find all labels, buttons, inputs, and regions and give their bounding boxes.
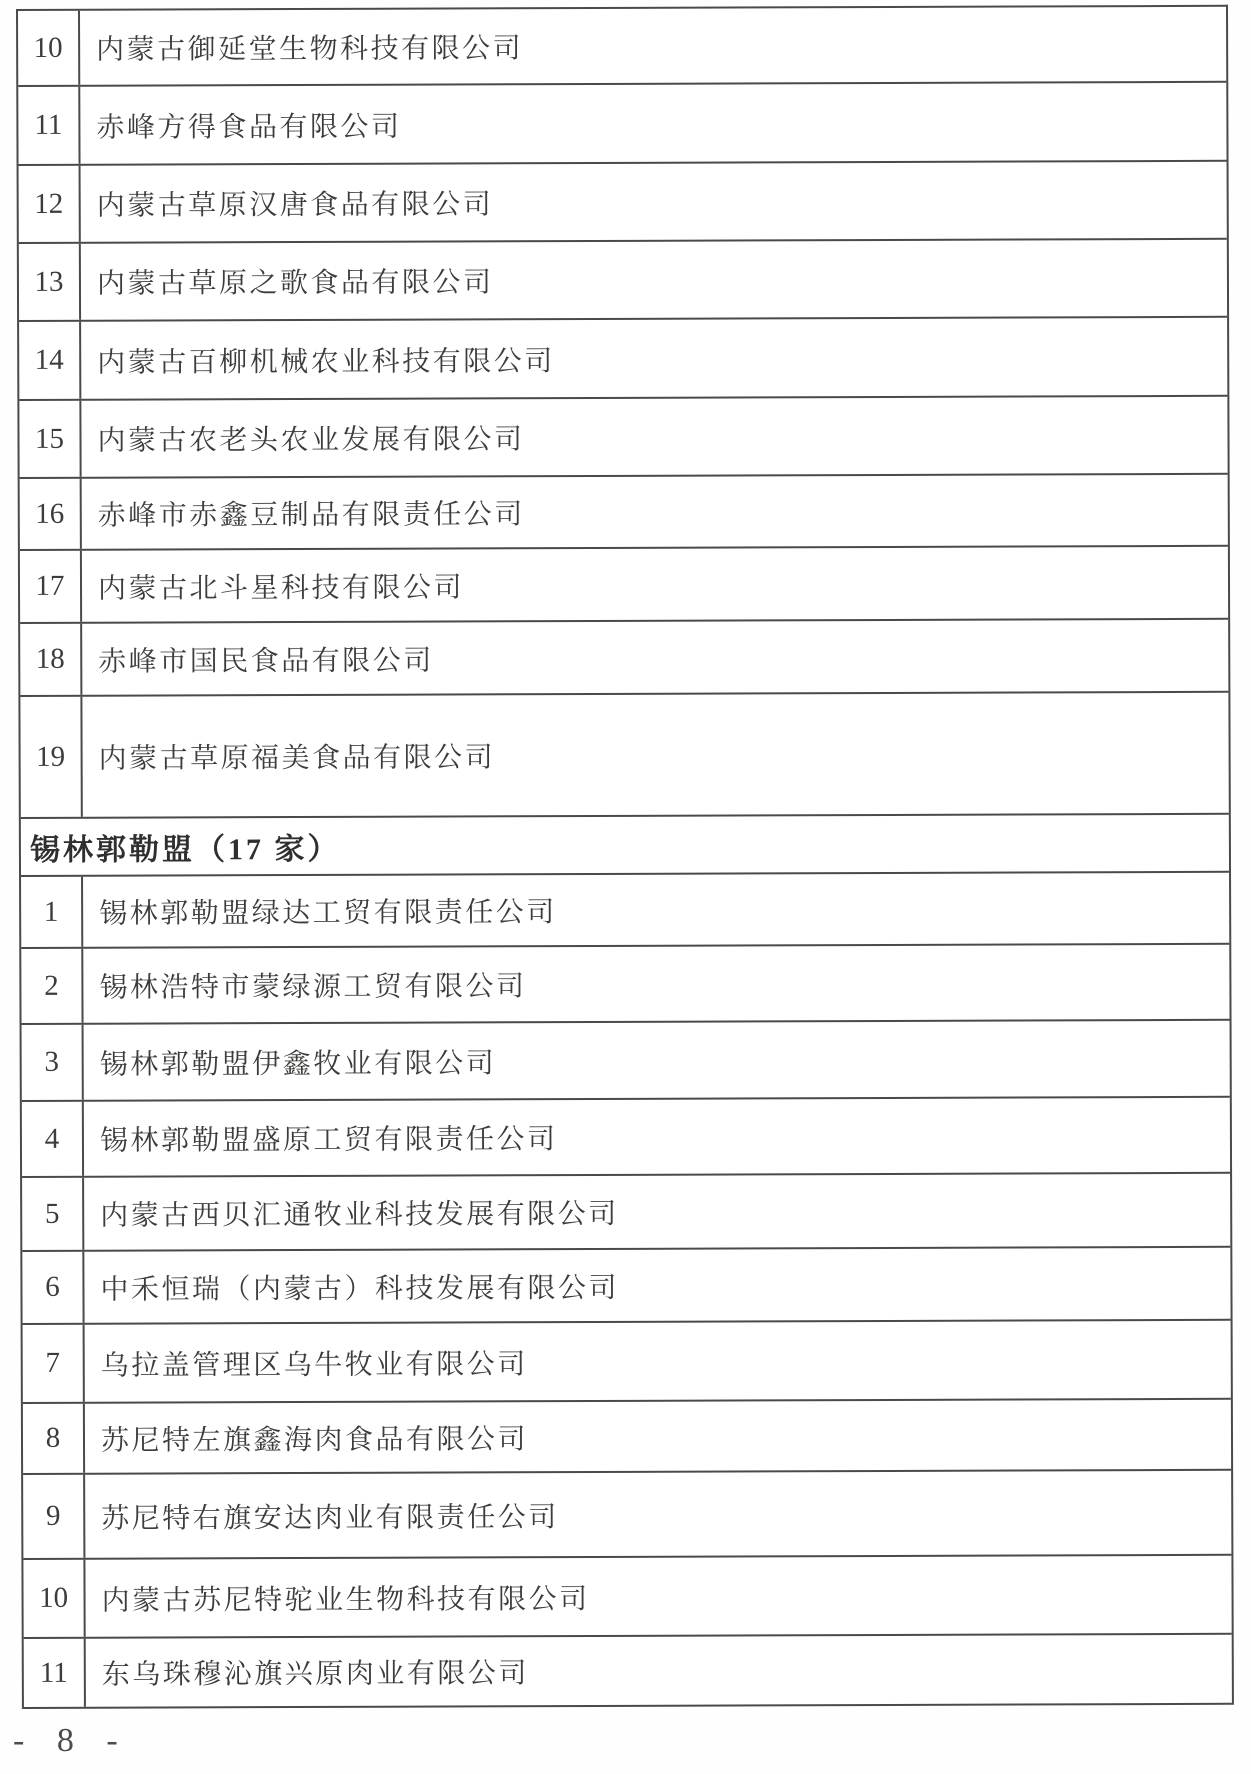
company-name-cell: 苏尼特右旗安达肉业有限责任公司 xyxy=(101,1501,559,1535)
row-number-cell: 10 xyxy=(23,1560,85,1637)
row-number-cell: 8 xyxy=(23,1404,85,1473)
row-number-cell: 7 xyxy=(23,1325,85,1402)
table-row xyxy=(24,1635,1232,1709)
company-name-cell: 内蒙古苏尼特驼业生物科技有限公司 xyxy=(101,1583,590,1617)
table-row xyxy=(19,318,1227,401)
company-name-cell: 赤峰方得食品有限公司 xyxy=(96,111,402,144)
row-number-cell: 16 xyxy=(20,479,82,549)
company-name-cell: 内蒙古农老头农业发展有限公司 xyxy=(97,424,525,457)
row-number-cell: 19 xyxy=(20,697,82,817)
row-number-cell: 11 xyxy=(24,1639,86,1707)
row-number-cell: 2 xyxy=(21,949,83,1023)
table-row xyxy=(23,1400,1231,1475)
page-number: - 8 - xyxy=(13,1722,123,1759)
row-number-cell: 6 xyxy=(22,1252,84,1323)
row-number-cell: 13 xyxy=(19,244,81,320)
row-number-cell: 14 xyxy=(19,322,81,399)
company-name-cell: 锡林浩特市蒙绿源工贸有限公司 xyxy=(99,971,527,1004)
table-row xyxy=(22,1098,1230,1178)
company-name-cell: 内蒙古草原汉唐食品有限公司 xyxy=(96,189,494,222)
company-name-cell: 苏尼特左旗鑫海肉食品有限公司 xyxy=(100,1423,529,1457)
company-list-table xyxy=(16,5,1234,1709)
row-number-cell: 4 xyxy=(22,1102,84,1176)
company-name-cell: 赤峰市国民食品有限公司 xyxy=(98,645,434,678)
row-number-cell: 11 xyxy=(18,87,80,164)
company-name-cell: 锡林郭勒盟绿达工贸有限责任公司 xyxy=(99,897,557,930)
table-row xyxy=(20,693,1228,819)
table-row xyxy=(22,1174,1230,1252)
company-name-cell: 中禾恒瑞（内蒙古）科技发展有限公司 xyxy=(100,1272,620,1306)
table-row xyxy=(23,1556,1231,1639)
table-row xyxy=(19,240,1227,322)
table-row xyxy=(21,945,1229,1025)
company-name-cell: 内蒙古西贝汇通牧业科技发展有限公司 xyxy=(100,1198,619,1232)
table-row xyxy=(19,397,1227,479)
table-row xyxy=(20,547,1228,624)
company-name-cell: 内蒙古草原福美食品有限公司 xyxy=(98,742,496,775)
table-row xyxy=(21,873,1229,949)
table-row xyxy=(20,475,1228,551)
table-row xyxy=(18,83,1226,166)
table-row xyxy=(20,620,1228,697)
company-name-cell: 内蒙古御延堂生物科技有限公司 xyxy=(96,33,524,66)
company-name-cell: 内蒙古百柳机械农业科技有限公司 xyxy=(97,345,555,379)
row-number-cell: 5 xyxy=(22,1178,84,1250)
company-name-cell: 锡林郭勒盟盛原工贸有限责任公司 xyxy=(99,1124,558,1157)
table-row xyxy=(22,1248,1230,1325)
table-row xyxy=(23,1321,1231,1404)
row-number-cell: 15 xyxy=(19,401,81,477)
company-name-cell: 内蒙古草原之歌食品有限公司 xyxy=(96,267,494,300)
row-number-cell: 1 xyxy=(21,877,83,947)
row-number-cell: 9 xyxy=(23,1475,85,1558)
company-name-cell: 锡林郭勒盟伊鑫牧业有限公司 xyxy=(99,1047,497,1081)
table-row xyxy=(22,1021,1230,1102)
row-number-cell: 12 xyxy=(19,166,81,242)
company-name-cell: 东乌珠穆沁旗兴原肉业有限公司 xyxy=(101,1658,529,1691)
section-header: 锡林郭勒盟（17 家） xyxy=(21,815,1229,877)
table-row xyxy=(18,7,1226,87)
table-row xyxy=(19,162,1227,244)
row-number-cell: 18 xyxy=(20,624,82,695)
company-name-cell: 内蒙古北斗星科技有限公司 xyxy=(97,571,465,605)
row-number-cell: 3 xyxy=(22,1025,84,1100)
company-name-cell: 赤峰市赤鑫豆制品有限责任公司 xyxy=(97,499,525,532)
row-number-cell: 10 xyxy=(18,11,80,85)
row-number-cell: 17 xyxy=(20,551,82,622)
table-row xyxy=(23,1471,1231,1560)
company-name-cell: 乌拉盖管理区乌牛牧业有限公司 xyxy=(100,1348,528,1382)
